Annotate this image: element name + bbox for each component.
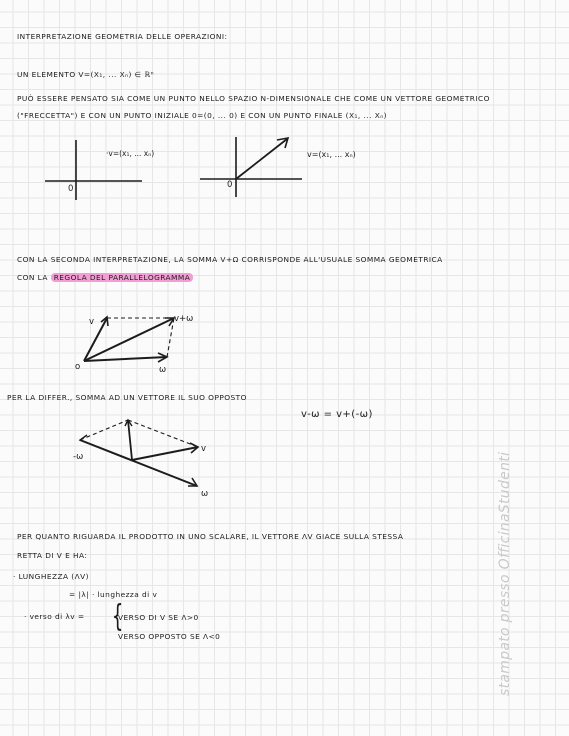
- note-line: PER QUANTO RIGUARDA IL PRODOTTO IN UNO SCALARE, IL VETTORE ΛV GIACE SULLA STESSA: [17, 532, 404, 541]
- vw-label: v+ω: [174, 314, 194, 324]
- note-text: CON LA: [17, 273, 48, 282]
- note-line: [17, 274, 193, 281]
- origin-label: 0: [227, 180, 233, 190]
- note-line: · LUNGHEZZA (ΛV): [13, 572, 89, 581]
- v-label: v: [89, 317, 95, 327]
- w-label: ω: [159, 365, 167, 375]
- note-line: PUÒ ESSERE PENSATO SIA COME UN PUNTO NELLO SPAZIO N-DIMENSIONALE CHE COME UN VETTORE GEOMETRICO: [17, 94, 490, 103]
- vector-w: [80, 440, 197, 486]
- vector-v: [132, 447, 198, 460]
- note-line: PER LA DIFFER., SOMMA AD UN VETTORE IL SUO OPPOSTO: [7, 393, 247, 402]
- difference-diagram: [70, 414, 220, 499]
- neg-w-label: -ω: [73, 452, 84, 462]
- vector-arrow: [236, 139, 287, 179]
- origin-label: 0: [68, 184, 74, 194]
- vector-w: [84, 357, 167, 361]
- note-line: UN ELEMENTO V=(X₁, ... Xₙ) ∈ ℝⁿ: [17, 70, 155, 79]
- note-line: VERSO OPPOSTO SE Λ<0: [118, 632, 221, 641]
- page-title: INTERPRETAZIONE GEOMETRIA DELLE OPERAZIONI:: [17, 32, 228, 41]
- v-label: v: [201, 444, 207, 454]
- note-line: RETTA DI V E HA:: [17, 551, 88, 560]
- note-line: · verso di λv =: [24, 612, 85, 621]
- dashed-side: [80, 420, 128, 440]
- formula: v-ω = v+(-ω): [301, 409, 373, 420]
- parallelogram-diagram: [70, 305, 210, 377]
- note-line: = |λ| · lunghezza di v: [69, 590, 158, 599]
- brace-icon: {: [111, 599, 124, 634]
- point-diagram: [40, 138, 175, 208]
- vector-diagram: [195, 135, 375, 205]
- o-label: o: [75, 362, 81, 372]
- note-line: VERSO DI V SE Λ>0: [118, 613, 199, 622]
- highlight-text: REGOLA DEL PARALLELOGRAMMA: [51, 273, 194, 282]
- note-line: ("FRECCETTA") E CON UN PUNTO INIZIALE 0=(0, ... 0) E CON UN PUNTO FINALE (X₁, ... Xₙ): [17, 111, 387, 120]
- note-line: CON LA SECONDA INTERPRETAZIONE, LA SOMMA V+Ω CORRISPONDE ALL'USUALE SOMMA GEOMETRICA: [17, 255, 443, 264]
- dashed-side: [128, 420, 198, 447]
- point-label: ·v=(x₁, ... xₙ): [106, 149, 155, 158]
- watermark: stampato presso OfficinaStudenti: [497, 451, 513, 696]
- vector-label: v=(x₁, ... xₙ): [307, 150, 356, 159]
- w-label: ω: [201, 489, 209, 499]
